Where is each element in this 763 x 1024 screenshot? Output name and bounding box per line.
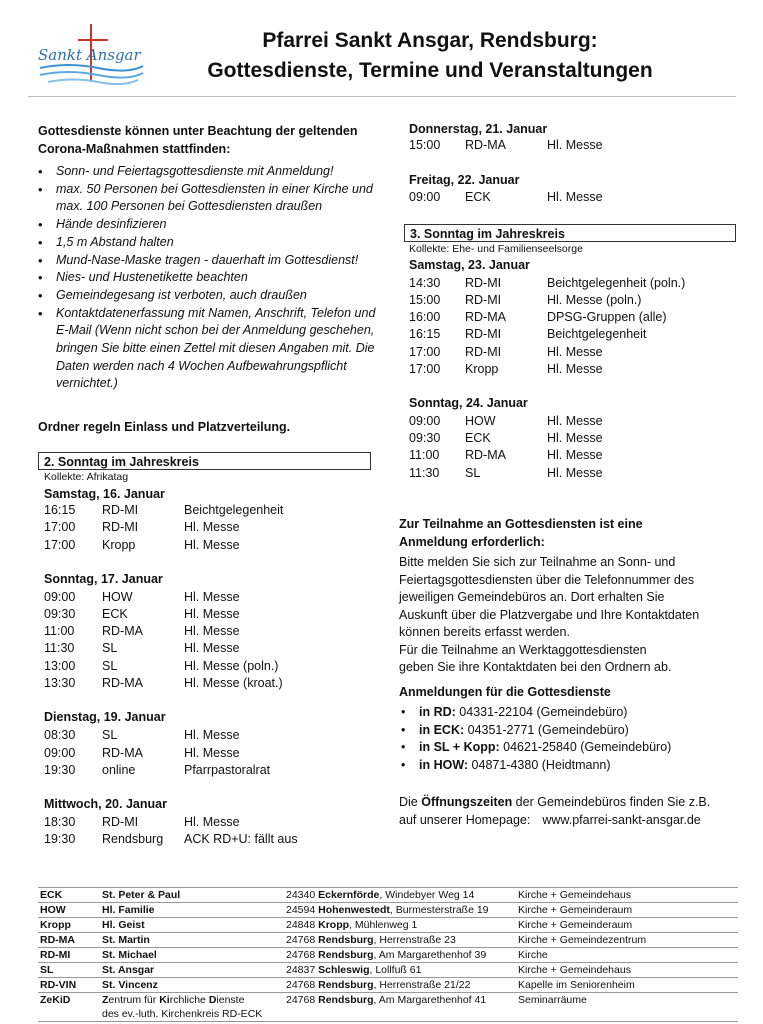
location-address (284, 963, 516, 978)
event-time: 18:30 (44, 815, 76, 829)
event-place: ECK (465, 190, 491, 204)
event-title: Beichtgelegenheit (poln.) (547, 276, 686, 290)
registration-line: Feiertagsgottesdiensten über die Telefonnummer des (399, 572, 695, 587)
location-address (284, 993, 516, 1022)
event-title: Hl. Messe (poln.) (547, 293, 642, 307)
event-title: Hl. Messe (184, 624, 240, 638)
logo-text: Sankt Ansgar (38, 46, 141, 64)
address-street: , Windebyer Weg 14 (379, 889, 475, 901)
rule-item: • Sonn- und Feiertagsgottesdienste mit Anmeldung! (38, 163, 378, 181)
event-title: Hl. Messe (184, 607, 240, 621)
event-time: 17:00 (409, 362, 441, 376)
address-street: , Herrenstraße 21/22 (373, 979, 471, 991)
table-row (38, 993, 738, 1022)
event-time: 15:00 (409, 138, 441, 152)
location-address (284, 933, 516, 948)
event-title: ACK RD+U: fällt aus (184, 832, 298, 846)
week2-kollekte: Kollekte: Afrikatag (44, 471, 129, 483)
address-street: , Lollfuß 61 (369, 964, 422, 976)
address-city: Rendsburg (318, 949, 374, 961)
address-zip: 24340 (286, 889, 319, 901)
rule-item: • Hände desinfizieren (38, 216, 378, 234)
week2-title-box: 2. Sonntag im Jahreskreis (38, 452, 371, 470)
event-time: 09:00 (409, 190, 441, 204)
registration-line: jeweiligen Gemeindebüros an. Dort erhalten Sie (399, 590, 665, 604)
location-name: St. Peter & Paul (100, 888, 284, 903)
event-time: 13:00 (44, 659, 76, 673)
rule-item: • 1,5 m Abstand halten (38, 234, 378, 252)
day-heading: Sonntag, 24. Januar (409, 396, 528, 410)
registration-line: geben Sie ihre Kontaktdaten bei den Ordnern ab. (399, 660, 672, 674)
address-city: Rendsburg (318, 934, 374, 946)
event-time: 11:00 (44, 624, 75, 638)
event-time: 16:15 (409, 327, 441, 341)
event-place: online (102, 763, 136, 777)
table-row (38, 903, 738, 918)
event-place: SL (102, 659, 118, 673)
day-heading: Dienstag, 19. Januar (44, 710, 166, 724)
address-zip: 24768 (286, 949, 319, 961)
location-name: St. Martin (100, 933, 284, 948)
location-name (100, 993, 284, 1022)
event-place: RD-MI (102, 520, 139, 534)
week3-kollekte: Kollekte: Ehe- und Familienseelsorge (409, 243, 583, 255)
registration-heading-line-1: Zur Teilnahme an Gottesdiensten ist eine (399, 517, 643, 531)
location-name: St. Vincenz (100, 978, 284, 993)
day-heading: Mittwoch, 20. Januar (44, 797, 167, 811)
event-title: Hl. Messe (184, 746, 240, 760)
address-zip: 24768 (286, 994, 319, 1006)
location-type: Kirche + Gemeinderaum (516, 918, 738, 933)
event-title: DPSG-Gruppen (alle) (547, 310, 667, 324)
locations-table (38, 887, 738, 1022)
event-title: Hl. Messe (184, 520, 240, 534)
contact-phone: 04871-4380 (Heidtmann) (468, 757, 611, 772)
contact-item (399, 722, 671, 740)
event-time: 09:30 (409, 431, 441, 445)
location-type: Kirche + Gemeindehaus (516, 963, 738, 978)
contact-label: in ECK: (419, 722, 465, 737)
address-street: , Mühlenweg 1 (349, 919, 418, 931)
table-row (38, 963, 738, 978)
event-place: RD-MA (102, 624, 143, 638)
contact-phone: 04351-2771 (Gemeindebüro) (464, 722, 629, 737)
address-city: Eckernförde (318, 889, 380, 901)
rule-item: • Kontaktdatenerfassung mit Namen, Anschrift, Telefon und E-Mail (Wenn nicht schon bei der Anmeldung geschehen, bringen Sie bitte einen Zettel mit diesen Angaben mit. Die Daten werden nach 4 Wochen Aufbewahrungspflicht vernichtet.) (38, 305, 378, 394)
location-address (284, 903, 516, 918)
event-place: RD-MI (465, 327, 502, 341)
day-heading: Samstag, 16. Januar (44, 487, 165, 501)
location-address (284, 918, 516, 933)
location-name: St. Ansgar (100, 963, 284, 978)
contacts-list (399, 704, 671, 774)
day-heading: Donnerstag, 21. Januar (409, 122, 548, 136)
location-code: SL (38, 963, 100, 978)
event-title: Hl. Messe (547, 345, 603, 359)
office-hours-note (399, 793, 710, 829)
address-city: Rendsburg (318, 979, 374, 991)
zekid-name-line-2: des ev.-luth. Kirchenkreis RD-ECK (102, 1008, 263, 1020)
registration-heading-line-2: Anmeldung erforderlich: (399, 535, 545, 549)
event-place: Kropp (102, 538, 136, 552)
intro-heading-line-1: Gottesdienste können unter Beachtung der geltenden (38, 124, 358, 138)
event-title: Hl. Messe (184, 590, 240, 604)
contact-item (399, 704, 671, 722)
address-city: Hohenwestedt (318, 904, 390, 916)
location-address (284, 978, 516, 993)
event-place: RD-MA (465, 310, 506, 324)
event-place: ECK (102, 607, 128, 621)
event-time: 16:00 (409, 310, 441, 324)
event-title: Hl. Messe (184, 538, 240, 552)
title-line-1: Pfarrei Sankt Ansgar, Rendsburg: (262, 29, 598, 52)
event-title: Hl. Messe (547, 466, 603, 480)
address-zip: 24848 (286, 919, 319, 931)
event-title: Beichtgelegenheit (184, 503, 284, 517)
event-place: SL (465, 466, 481, 480)
address-street: , Herrenstraße 23 (373, 934, 456, 946)
event-title: Hl. Messe (184, 728, 240, 742)
rule-item: • Mund-Nase-Maske tragen - dauerhaft im Gottesdienst! (38, 252, 378, 270)
contact-label: in RD: (419, 705, 456, 719)
event-time: 09:30 (44, 607, 76, 621)
event-place: RD-MI (465, 293, 502, 307)
contact-item (399, 757, 671, 775)
address-city: Rendsburg (318, 994, 374, 1006)
address-zip: 24594 (286, 904, 319, 916)
event-title: Beichtgelegenheit (547, 327, 647, 341)
intro-heading-line-2: Corona-Maßnahmen stattfinden: (38, 142, 231, 156)
address-zip: 24768 (286, 934, 319, 946)
rule-item: • Nies- und Hustenetikette beachten (38, 269, 378, 287)
registration-text (399, 554, 719, 677)
contact-phone: 04331-22104 (Gemeindebüro) (455, 705, 628, 719)
location-code: ZeKiD (38, 993, 100, 1022)
event-place: RD-MA (465, 138, 506, 152)
event-time: 17:00 (44, 520, 76, 534)
location-name: Hl. Familie (100, 903, 284, 918)
event-time: 15:00 (409, 293, 441, 307)
address-street: , Am Margarethenhof 39 (373, 949, 487, 961)
ordner-note: Ordner regeln Einlass und Platzverteilung. (38, 420, 291, 434)
hours-bold: Öffnungszeiten (421, 795, 513, 809)
table-row (38, 888, 738, 903)
location-code: HOW (38, 903, 100, 918)
location-name: Hl. Geist (100, 918, 284, 933)
event-time: 14:30 (409, 276, 441, 290)
homepage-link[interactable]: www.pfarrei-sankt-ansgar.de (542, 813, 701, 827)
day-heading: Freitag, 22. Januar (409, 173, 520, 187)
registration-heading (399, 515, 739, 551)
contact-phone: 04621-25840 (Gemeindebüro) (499, 740, 672, 754)
location-code: RD-MA (38, 933, 100, 948)
event-title: Hl. Messe (547, 414, 603, 428)
event-title: Hl. Messe (547, 190, 603, 204)
event-place: RD-MA (102, 676, 143, 690)
parish-logo (28, 20, 148, 98)
page-title (150, 26, 710, 86)
event-time: 09:00 (44, 746, 76, 760)
event-title: Hl. Messe (184, 641, 240, 655)
event-time: 19:30 (44, 763, 76, 777)
location-address (284, 888, 516, 903)
event-time: 11:30 (44, 641, 75, 655)
hours-text-end: der Gemeindebüros finden Sie z.B. (512, 795, 711, 809)
intro-heading (38, 122, 378, 158)
rule-item: • Gemeindegesang ist verboten, auch draußen (38, 287, 378, 305)
event-time: 13:30 (44, 676, 76, 690)
event-title: Hl. Messe (547, 448, 603, 462)
week3-title-box: 3. Sonntag im Jahreskreis (404, 224, 736, 242)
registration-line: Auskunft über die Platzvergabe und Ihre Kontaktdaten (399, 607, 700, 622)
registration-line: Bitte melden Sie sich zur Teilnahme an Sonn- und (399, 555, 676, 569)
event-place: Rendsburg (102, 832, 164, 846)
event-time: 09:00 (44, 590, 76, 604)
location-type: Kapelle im Seniorenheim (516, 978, 738, 993)
registration-line: können bereits erfasst werden. (399, 625, 570, 639)
contact-label: in SL + Kopp: (419, 740, 500, 754)
hours-text: Die (399, 795, 422, 809)
event-time: 11:00 (409, 448, 440, 462)
event-place: RD-MI (465, 345, 502, 359)
event-time: 17:00 (409, 345, 441, 359)
address-street: , Burmesterstraße 19 (389, 904, 489, 916)
zekid-name-line-1: Zentrum für Kirchliche Dienste (102, 994, 245, 1006)
title-line-2: Gottesdienste, Termine und Veranstaltungen (207, 59, 653, 82)
event-place: RD-MI (102, 815, 139, 829)
location-name: St. Michael (100, 948, 284, 963)
event-place: SL (102, 728, 118, 742)
address-city: Kropp (318, 919, 350, 931)
event-place: SL (102, 641, 118, 655)
event-place: RD-MA (465, 448, 506, 462)
rules-list (38, 163, 378, 393)
event-place: RD-MI (465, 276, 502, 290)
address-zip: 24837 (286, 964, 319, 976)
event-place: HOW (102, 590, 133, 604)
contacts-heading: Anmeldungen für die Gottesdienste (399, 685, 611, 699)
location-code: RD-VIN (38, 978, 100, 993)
location-address (284, 948, 516, 963)
table-row (38, 978, 738, 993)
location-type: Seminarräume (516, 993, 738, 1022)
location-code: ECK (38, 888, 100, 903)
address-city: Schleswig (318, 964, 370, 976)
event-time: 11:30 (409, 466, 440, 480)
location-type: Kirche (516, 948, 738, 963)
event-title: Hl. Messe (547, 431, 603, 445)
event-place: RD-MA (102, 746, 143, 760)
event-place: RD-MI (102, 503, 139, 517)
event-time: 17:00 (44, 538, 76, 552)
location-type: Kirche + Gemeindezentrum (516, 933, 738, 948)
event-title: Pfarrpastoralrat (184, 763, 271, 777)
day-heading: Samstag, 23. Januar (409, 258, 530, 272)
event-place: Kropp (465, 362, 499, 376)
event-title: Hl. Messe (547, 138, 603, 152)
table-row (38, 918, 738, 933)
homepage-label: auf unserer Homepage: (399, 813, 531, 827)
event-time: 09:00 (409, 414, 441, 428)
event-time: 08:30 (44, 728, 76, 742)
event-title: Hl. Messe (poln.) (184, 659, 279, 673)
event-title: Hl. Messe (184, 815, 240, 829)
table-row (38, 948, 738, 963)
location-type: Kirche + Gemeindehaus (516, 888, 738, 903)
location-code: Kropp (38, 918, 100, 933)
day-heading: Sonntag, 17. Januar (44, 572, 163, 586)
header-divider (28, 96, 736, 97)
event-time: 16:15 (44, 503, 76, 517)
event-place: HOW (465, 414, 496, 428)
registration-line: Für die Teilnahme an Werktaggottesdiensten (399, 642, 647, 657)
event-title: Hl. Messe (kroat.) (184, 676, 283, 690)
event-place: ECK (465, 431, 491, 445)
event-time: 19:30 (44, 832, 76, 846)
event-title: Hl. Messe (547, 362, 603, 376)
table-row (38, 933, 738, 948)
contact-label: in HOW: (419, 757, 469, 772)
location-type: Kirche + Gemeinderaum (516, 903, 738, 918)
address-zip: 24768 (286, 979, 319, 991)
location-code: RD-MI (38, 948, 100, 963)
address-street: , Am Margarethenhof 41 (373, 994, 487, 1006)
contact-item (399, 739, 671, 757)
rule-item: • max. 50 Personen bei Gottesdiensten in einer Kirche und max. 100 Personen bei Gottesdiensten draußen (38, 181, 378, 216)
